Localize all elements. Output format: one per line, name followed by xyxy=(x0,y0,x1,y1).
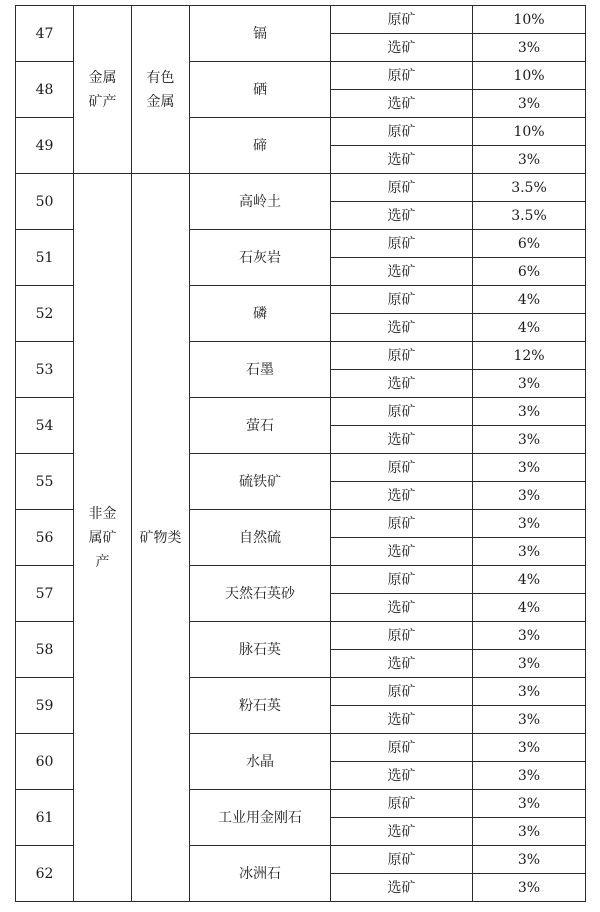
mineral-name: 粉石英 xyxy=(190,678,331,734)
row-number: 57 xyxy=(16,566,74,622)
tax-rate-raw: 4% xyxy=(473,286,586,314)
mineral-name: 石墨 xyxy=(190,342,331,398)
mineral-name: 镉 xyxy=(190,6,331,62)
tax-rate-raw: 12% xyxy=(473,342,586,370)
ore-type-dressed: 选矿 xyxy=(331,538,473,566)
mineral-name: 冰洲石 xyxy=(190,846,331,902)
row-number: 54 xyxy=(16,398,74,454)
ore-type-raw: 原矿 xyxy=(331,622,473,650)
tax-rate-raw: 3.5% xyxy=(473,174,586,202)
subcategory-mineral: 矿物类 xyxy=(132,174,190,902)
tax-rate-raw: 6% xyxy=(473,230,586,258)
row-number: 48 xyxy=(16,62,74,118)
tax-rate-raw: 10% xyxy=(473,118,586,146)
mineral-name: 石灰岩 xyxy=(190,230,331,286)
ore-type-dressed: 选矿 xyxy=(331,818,473,846)
tax-rate-dressed: 3% xyxy=(473,762,586,790)
ore-type-dressed: 选矿 xyxy=(331,202,473,230)
row-number: 53 xyxy=(16,342,74,398)
ore-type-raw: 原矿 xyxy=(331,286,473,314)
tax-rate-dressed: 3% xyxy=(473,482,586,510)
ore-type-dressed: 选矿 xyxy=(331,762,473,790)
tax-rate-raw: 3% xyxy=(473,510,586,538)
ore-type-raw: 原矿 xyxy=(331,566,473,594)
ore-type-raw: 原矿 xyxy=(331,118,473,146)
mineral-name: 硒 xyxy=(190,62,331,118)
table-row xyxy=(16,6,586,34)
ore-type-dressed: 选矿 xyxy=(331,426,473,454)
tax-rate-raw: 3% xyxy=(473,398,586,426)
mineral-name: 碲 xyxy=(190,118,331,174)
tax-rate-dressed: 4% xyxy=(473,314,586,342)
mineral-name: 磷 xyxy=(190,286,331,342)
mineral-name: 高岭土 xyxy=(190,174,331,230)
tax-rate-raw: 3% xyxy=(473,846,586,874)
ore-type-dressed: 选矿 xyxy=(331,314,473,342)
ore-type-raw: 原矿 xyxy=(331,678,473,706)
ore-type-raw: 原矿 xyxy=(331,342,473,370)
ore-type-dressed: 选矿 xyxy=(331,874,473,902)
tax-rate-dressed: 3% xyxy=(473,538,586,566)
row-number: 49 xyxy=(16,118,74,174)
row-number: 56 xyxy=(16,510,74,566)
tax-rate-dressed: 3% xyxy=(473,370,586,398)
row-number: 60 xyxy=(16,734,74,790)
category-nonmetal xyxy=(74,174,132,902)
tax-rate-dressed: 4% xyxy=(473,594,586,622)
row-number: 62 xyxy=(16,846,74,902)
category-metal xyxy=(74,6,132,174)
tax-rate-dressed: 3% xyxy=(473,34,586,62)
tax-rate-raw: 3% xyxy=(473,678,586,706)
tax-rate-raw: 3% xyxy=(473,790,586,818)
ore-type-raw: 原矿 xyxy=(331,790,473,818)
ore-type-raw: 原矿 xyxy=(331,230,473,258)
tax-rate-raw: 3% xyxy=(473,454,586,482)
row-number: 61 xyxy=(16,790,74,846)
tax-rate-dressed: 3% xyxy=(473,818,586,846)
ore-type-raw: 原矿 xyxy=(331,6,473,34)
tax-rate-dressed: 3% xyxy=(473,146,586,174)
ore-type-dressed: 选矿 xyxy=(331,594,473,622)
tax-rate-dressed: 3% xyxy=(473,650,586,678)
tax-rate-raw: 3% xyxy=(473,734,586,762)
ore-type-dressed: 选矿 xyxy=(331,370,473,398)
subcategory-label: 有色金属 xyxy=(146,69,175,110)
ore-type-raw: 原矿 xyxy=(331,174,473,202)
ore-type-dressed: 选矿 xyxy=(331,90,473,118)
row-number: 55 xyxy=(16,454,74,510)
tax-rate-dressed: 3% xyxy=(473,90,586,118)
mineral-name: 天然石英砂 xyxy=(190,566,331,622)
ore-type-raw: 原矿 xyxy=(331,62,473,90)
ore-type-dressed: 选矿 xyxy=(331,146,473,174)
tax-rate-raw: 4% xyxy=(473,566,586,594)
ore-type-raw: 原矿 xyxy=(331,398,473,426)
ore-type-raw: 原矿 xyxy=(331,454,473,482)
mineral-name: 工业用金刚石 xyxy=(190,790,331,846)
tax-rate-raw: 10% xyxy=(473,6,586,34)
category-label: 非金属矿产 xyxy=(88,505,117,570)
tax-rate-dressed: 3% xyxy=(473,706,586,734)
ore-type-raw: 原矿 xyxy=(331,510,473,538)
tax-rate-dressed: 6% xyxy=(473,258,586,286)
mineral-name: 自然硫 xyxy=(190,510,331,566)
category-label: 金属矿产 xyxy=(88,69,117,110)
ore-type-raw: 原矿 xyxy=(331,846,473,874)
row-number: 50 xyxy=(16,174,74,230)
mineral-name: 脉石英 xyxy=(190,622,331,678)
ore-type-dressed: 选矿 xyxy=(331,482,473,510)
mineral-name: 萤石 xyxy=(190,398,331,454)
tax-rate-raw: 3% xyxy=(473,622,586,650)
ore-type-dressed: 选矿 xyxy=(331,650,473,678)
tax-rate-dressed: 3% xyxy=(473,426,586,454)
row-number: 58 xyxy=(16,622,74,678)
ore-type-dressed: 选矿 xyxy=(331,34,473,62)
mineral-name: 水晶 xyxy=(190,734,331,790)
row-number: 59 xyxy=(16,678,74,734)
row-number: 52 xyxy=(16,286,74,342)
table-row xyxy=(16,174,586,202)
resource-tax-table xyxy=(15,5,586,902)
mineral-name: 硫铁矿 xyxy=(190,454,331,510)
tax-rate-dressed: 3.5% xyxy=(473,202,586,230)
ore-type-dressed: 选矿 xyxy=(331,706,473,734)
row-number: 47 xyxy=(16,6,74,62)
tax-rate-raw: 10% xyxy=(473,62,586,90)
subcategory-nonferrous xyxy=(132,6,190,174)
ore-type-dressed: 选矿 xyxy=(331,258,473,286)
tax-rate-dressed: 3% xyxy=(473,874,586,902)
row-number: 51 xyxy=(16,230,74,286)
ore-type-raw: 原矿 xyxy=(331,734,473,762)
